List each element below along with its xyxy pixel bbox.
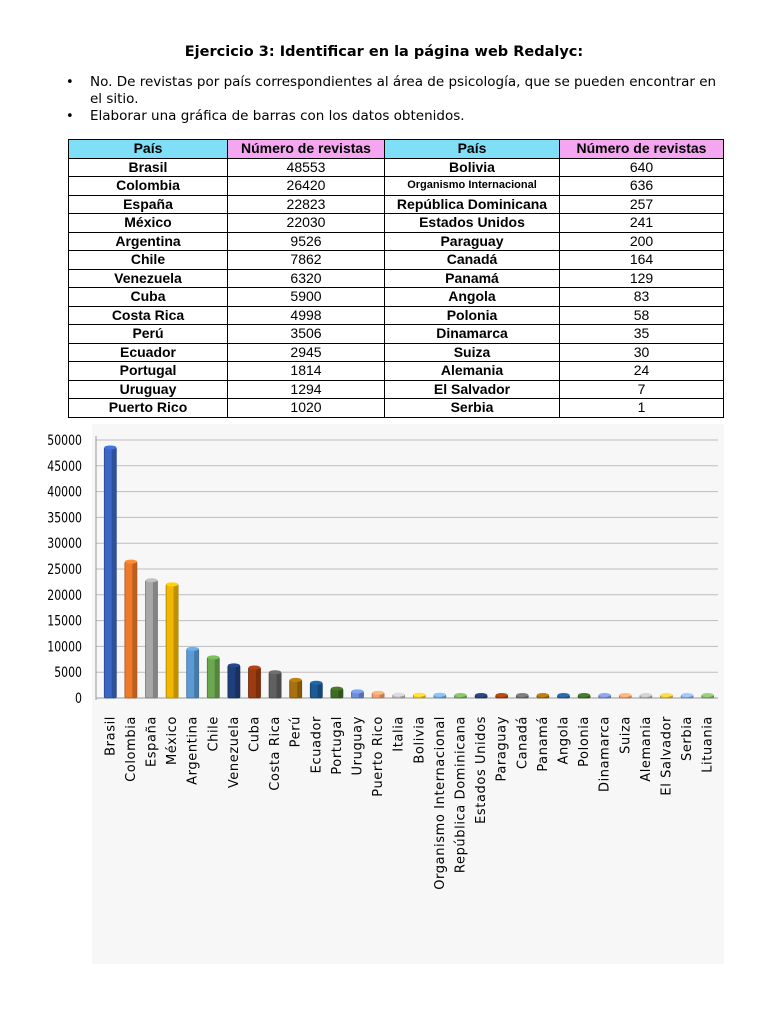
count-cell: 6320 — [228, 269, 385, 288]
x-tick-label: Suiza — [618, 716, 634, 754]
header-numero: Número de revistas — [228, 140, 385, 159]
x-tick-label: Dinamarca — [597, 716, 613, 793]
count-cell: 129 — [560, 269, 724, 288]
bar-top — [578, 693, 590, 697]
bar-top — [393, 693, 405, 697]
country-cell: Colombia — [69, 177, 228, 196]
bar — [146, 578, 158, 698]
count-cell: 35 — [560, 325, 724, 344]
bar-top — [146, 578, 158, 582]
y-tick-label: 5000 — [54, 663, 82, 681]
bar-top — [290, 678, 302, 682]
table-row — [69, 214, 724, 233]
bar-top — [207, 655, 219, 659]
instruction-item — [66, 108, 726, 125]
y-tick-label: 20000 — [47, 586, 82, 604]
bar — [558, 693, 570, 698]
bar — [434, 693, 446, 698]
x-tick-label: El Salvador — [659, 716, 675, 796]
x-tick-label: Estados Unidos — [474, 716, 490, 824]
bar-top — [496, 693, 508, 697]
x-tick-label: Alemania — [638, 716, 654, 782]
country-cell: Puerto Rico — [69, 399, 228, 418]
x-tick-label: Costa Rica — [268, 716, 284, 791]
count-cell: 26420 — [228, 177, 385, 196]
count-cell: 48553 — [228, 158, 385, 177]
count-cell: 83 — [560, 288, 724, 307]
table-row — [69, 251, 724, 270]
country-cell: Suiza — [385, 343, 560, 362]
y-tick-label: 15000 — [47, 612, 82, 629]
country-cell: España — [69, 195, 228, 214]
country-cell: Portugal — [69, 362, 228, 381]
bar-top — [640, 693, 652, 697]
x-tick-label: República Dominicana — [453, 716, 469, 874]
bar — [187, 647, 199, 698]
x-tick-label: Angola — [556, 716, 572, 765]
x-tick-label: Portugal — [329, 716, 345, 775]
country-cell: Venezuela — [69, 269, 228, 288]
bar — [619, 693, 631, 698]
table-row — [69, 362, 724, 381]
bar — [310, 681, 322, 698]
bar-top — [249, 666, 261, 670]
x-tick-label: Polonia — [577, 716, 593, 767]
bar — [207, 655, 219, 698]
x-tick-label: Panamá — [535, 716, 551, 772]
bar — [393, 693, 405, 698]
country-cell: Paraguay — [385, 232, 560, 251]
country-cell: Brasil — [69, 158, 228, 177]
count-cell: 3506 — [228, 325, 385, 344]
bar — [166, 582, 178, 698]
y-tick-label: 45000 — [47, 457, 82, 475]
x-tick-label: España — [144, 716, 160, 768]
y-tick-label: 30000 — [47, 534, 82, 552]
country-cell: Bolivia — [385, 158, 560, 177]
country-cell: Uruguay — [69, 380, 228, 399]
country-cell: Costa Rica — [69, 306, 228, 325]
instruction-item — [66, 74, 726, 108]
journals-table — [68, 139, 724, 418]
instruction-text: Elaborar una gráfica de barras con los datos obtenidos. — [90, 108, 465, 124]
country-cell: Polonia — [385, 306, 560, 325]
bar — [331, 687, 343, 698]
table-row — [69, 177, 724, 196]
header-numero: Número de revistas — [560, 140, 724, 159]
count-cell: 5900 — [228, 288, 385, 307]
x-tick-label: Chile — [206, 716, 222, 752]
bar-top — [537, 693, 549, 697]
header-pais: País — [69, 140, 228, 159]
bar — [599, 693, 611, 698]
bar-top — [702, 693, 714, 697]
x-tick-label: Bolivia — [412, 716, 428, 764]
bar-top — [352, 689, 364, 693]
bar-side — [194, 649, 199, 698]
bar-side — [132, 562, 137, 698]
bullet-icon: • — [66, 109, 74, 124]
bar — [413, 693, 425, 698]
count-cell: 58 — [560, 306, 724, 325]
bar-top — [434, 693, 446, 697]
y-tick-label: 40000 — [47, 483, 82, 500]
bar — [661, 693, 673, 698]
table-header-row — [69, 140, 724, 159]
count-cell: 22030 — [228, 214, 385, 233]
header-pais: País — [385, 140, 560, 159]
country-cell: Alemania — [385, 362, 560, 381]
count-cell: 164 — [560, 251, 724, 270]
bar-side — [235, 665, 240, 698]
table-row — [69, 158, 724, 177]
bar — [352, 689, 364, 698]
table-row — [69, 380, 724, 399]
country-cell: El Salvador — [385, 380, 560, 399]
table-row — [69, 399, 724, 418]
count-cell: 30 — [560, 343, 724, 362]
bar — [125, 560, 137, 698]
bar-top — [310, 681, 322, 685]
bar — [475, 693, 487, 698]
country-cell: Estados Unidos — [385, 214, 560, 233]
x-tick-label: Brasil — [103, 716, 119, 756]
count-cell: 7862 — [228, 251, 385, 270]
bar-top — [228, 663, 240, 667]
table-row — [69, 269, 724, 288]
x-tick-label: Italia — [391, 716, 407, 752]
bar — [228, 663, 240, 698]
bar — [537, 693, 549, 698]
page-title: Ejercicio 3: Identificar en la página web Redalyc: — [184, 44, 584, 60]
bar-side — [215, 657, 220, 698]
x-tick-label: Lituania — [700, 716, 716, 773]
bar — [455, 693, 467, 698]
bar-top — [599, 693, 611, 697]
bar-top — [475, 693, 487, 697]
country-cell: Dinamarca — [385, 325, 560, 344]
bar-top — [455, 693, 467, 697]
count-cell: 24 — [560, 362, 724, 381]
bar-side — [297, 680, 302, 698]
count-cell: 7 — [560, 380, 724, 399]
table-body — [69, 158, 724, 417]
count-cell: 1 — [560, 399, 724, 418]
count-cell: 4998 — [228, 306, 385, 325]
bar-top — [187, 647, 199, 651]
y-tick-label: 50000 — [47, 431, 82, 449]
country-cell: Argentina — [69, 232, 228, 251]
bar — [702, 693, 714, 698]
x-tick-label: Cuba — [247, 716, 263, 752]
bar-side — [277, 672, 282, 698]
count-cell: 200 — [560, 232, 724, 251]
bar — [681, 693, 693, 698]
country-cell: República Dominicana — [385, 195, 560, 214]
table-row — [69, 306, 724, 325]
bar-chart — [40, 418, 730, 978]
bar-side — [256, 668, 261, 698]
bar-top — [681, 693, 693, 697]
bar-top — [269, 670, 281, 674]
y-tick-label: 10000 — [47, 638, 82, 655]
y-tick-label: 35000 — [47, 509, 82, 526]
table-row — [69, 288, 724, 307]
country-cell: Chile — [69, 251, 228, 270]
x-tick-label: Venezuela — [226, 716, 242, 789]
country-cell: México — [69, 214, 228, 233]
x-tick-label: México — [165, 716, 181, 765]
instructions-list — [66, 74, 726, 125]
x-tick-label: Serbia — [680, 716, 696, 762]
country-cell: Serbia — [385, 399, 560, 418]
count-cell: 1814 — [228, 362, 385, 381]
bar-top — [166, 582, 178, 586]
x-tick-label: Argentina — [185, 716, 201, 785]
bar-side — [112, 447, 117, 698]
bar-top — [413, 693, 425, 697]
bar — [496, 693, 508, 698]
bar-top — [516, 693, 528, 697]
bar-top — [619, 693, 631, 697]
count-cell: 2945 — [228, 343, 385, 362]
bar-top — [372, 691, 384, 695]
bar-side — [153, 580, 158, 698]
table-row — [69, 232, 724, 251]
bar-top — [125, 560, 137, 564]
bar — [516, 693, 528, 698]
bullet-icon: • — [66, 75, 74, 90]
table-row — [69, 195, 724, 214]
count-cell: 241 — [560, 214, 724, 233]
bar — [640, 693, 652, 698]
bar — [578, 693, 590, 698]
country-cell: Ecuador — [69, 343, 228, 362]
y-tick-label: 0 — [75, 689, 82, 707]
table-row — [69, 325, 724, 344]
x-tick-label: Uruguay — [350, 716, 366, 776]
instruction-text: No. De revistas por país correspondientes al área de psicología, que se pueden encontrar en el sitio. — [90, 74, 717, 107]
country-cell: Perú — [69, 325, 228, 344]
count-cell: 636 — [560, 177, 724, 196]
bar — [249, 666, 261, 698]
bar — [104, 445, 116, 698]
x-tick-label: Paraguay — [494, 716, 510, 782]
country-cell: Canadá — [385, 251, 560, 270]
x-tick-label: Puerto Rico — [371, 716, 387, 797]
bar-side — [318, 683, 323, 698]
bar-side — [174, 584, 179, 698]
x-tick-label: Ecuador — [309, 716, 325, 774]
bar-top — [104, 445, 116, 449]
country-cell: Cuba — [69, 288, 228, 307]
bar — [372, 691, 384, 698]
count-cell: 640 — [560, 158, 724, 177]
table-row — [69, 343, 724, 362]
x-tick-label: Canadá — [515, 716, 531, 770]
count-cell: 1294 — [228, 380, 385, 399]
x-tick-label: Organismo Internacional — [432, 716, 448, 890]
country-cell: Organismo Internacional — [385, 177, 560, 196]
x-tick-label: Colombia — [123, 716, 139, 782]
country-cell: Angola — [385, 288, 560, 307]
count-cell: 257 — [560, 195, 724, 214]
bar — [290, 678, 302, 698]
count-cell: 9526 — [228, 232, 385, 251]
bar-top — [331, 687, 343, 691]
bar-top — [558, 693, 570, 697]
bar — [269, 670, 281, 698]
count-cell: 1020 — [228, 399, 385, 418]
bar-top — [661, 693, 673, 697]
y-tick-label: 25000 — [47, 560, 82, 578]
count-cell: 22823 — [228, 195, 385, 214]
country-cell: Panamá — [385, 269, 560, 288]
x-tick-label: Perú — [288, 716, 304, 748]
